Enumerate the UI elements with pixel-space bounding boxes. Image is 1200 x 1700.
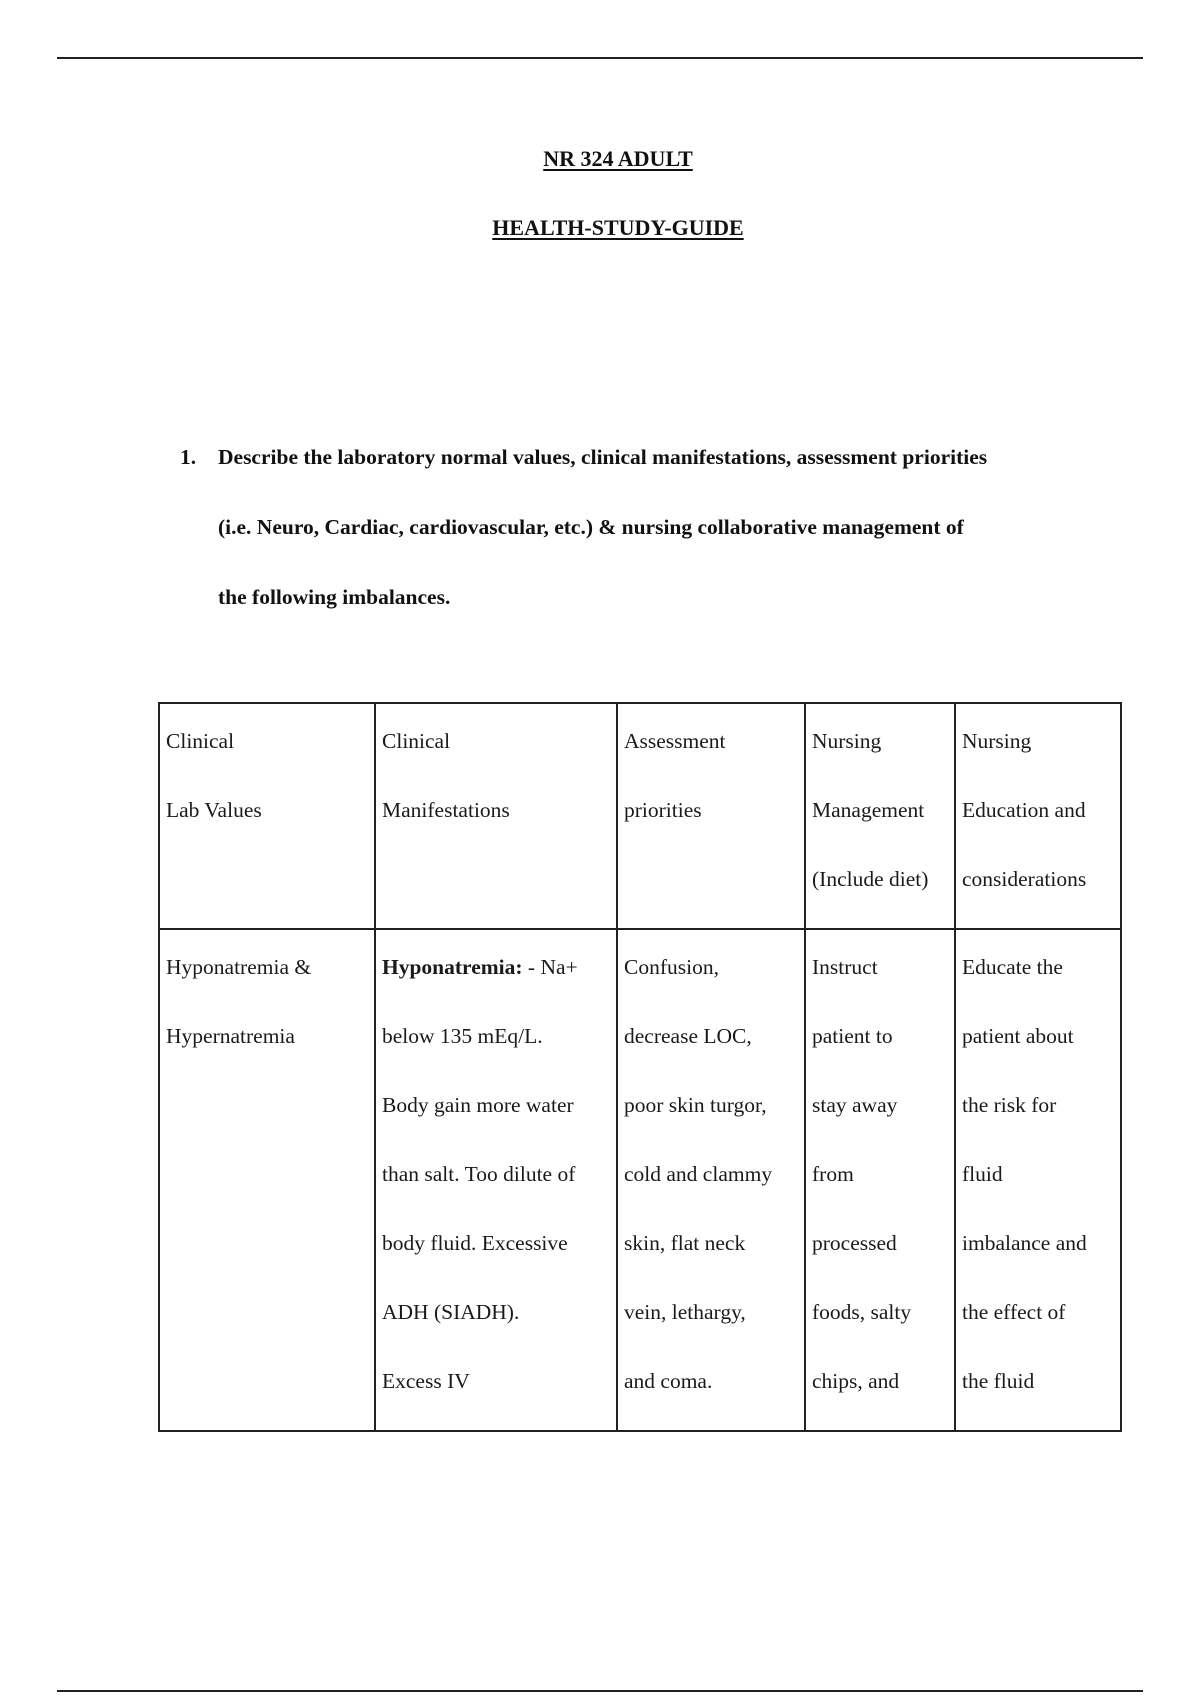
cell-assessment [617, 929, 805, 1431]
cell-line: ADH (SIADH). [382, 1300, 520, 1324]
question-block [180, 422, 1100, 632]
question-line: the following imbalances. [218, 585, 451, 609]
cell-line: body fluid. Excessive [382, 1231, 568, 1255]
header-line: Clinical [166, 729, 235, 753]
cell-line: foods, salty [812, 1300, 912, 1324]
cell-line: Educate the [962, 955, 1063, 979]
table-header-row [159, 703, 1121, 929]
cell-line: below 135 mEq/L. [382, 1024, 543, 1048]
cell-line-first [382, 933, 610, 1002]
cell-nursing-management [805, 929, 955, 1431]
header-line: Nursing [812, 729, 882, 753]
header-line: (Include diet) [812, 867, 929, 891]
imbalance-table [158, 702, 1122, 1432]
header-assessment-priorities [617, 703, 805, 929]
cell-line: from [812, 1162, 854, 1186]
question-line: Describe the laboratory normal values, clinical manifestations, assessment priorities [218, 445, 988, 469]
bold-term: Hyponatremia: [382, 955, 523, 979]
table-row [159, 929, 1121, 1431]
top-divider [57, 57, 1143, 59]
cell-line: than salt. Too dilute of [382, 1162, 576, 1186]
cell-line: patient to [812, 1024, 893, 1048]
header-line: Clinical [382, 729, 451, 753]
cell-line: poor skin turgor, [624, 1093, 767, 1117]
bottom-divider [57, 1690, 1143, 1692]
header-clinical-lab-values [159, 703, 375, 929]
question-line: (i.e. Neuro, Cardiac, cardiovascular, etc.) & nursing collaborative management of [218, 515, 964, 539]
header-line: Assessment [624, 729, 726, 753]
header-line: Education and [962, 798, 1086, 822]
header-clinical-manifestations [375, 703, 617, 929]
header-line: Manifestations [382, 798, 510, 822]
cell-line: vein, lethargy, [624, 1300, 746, 1324]
cell-line: Hypernatremia [166, 1024, 295, 1048]
cell-text: - Na+ [522, 955, 578, 979]
cell-line: Instruct [812, 955, 878, 979]
cell-line: skin, flat neck [624, 1231, 746, 1255]
cell-line: decrease LOC, [624, 1024, 752, 1048]
cell-line: Confusion, [624, 955, 719, 979]
cell-line: and coma. [624, 1369, 713, 1393]
cell-imbalance-name [159, 929, 375, 1431]
cell-line: imbalance and [962, 1231, 1087, 1255]
header-nursing-management [805, 703, 955, 929]
cell-line: the fluid [962, 1369, 1035, 1393]
header-line: considerations [962, 867, 1087, 891]
cell-line: processed [812, 1231, 897, 1255]
cell-line: cold and clammy [624, 1162, 773, 1186]
cell-line: patient about [962, 1024, 1074, 1048]
cell-line: stay away [812, 1093, 898, 1117]
cell-line: Body gain more water [382, 1093, 574, 1117]
header-line: Nursing [962, 729, 1032, 753]
document-subtitle: HEALTH-STUDY-GUIDE [492, 215, 744, 240]
cell-line: the risk for [962, 1093, 1057, 1117]
question-number: 1. [180, 445, 197, 469]
cell-line: fluid [962, 1162, 1003, 1186]
cell-line: the effect of [962, 1300, 1066, 1324]
header-nursing-education [955, 703, 1121, 929]
cell-line: Hyponatremia & [166, 955, 312, 979]
cell-line: Excess IV [382, 1369, 470, 1393]
cell-line: chips, and [812, 1369, 900, 1393]
header-line: Management [812, 798, 925, 822]
document-title: NR 324 ADULT [543, 146, 693, 171]
header-line: Lab Values [166, 798, 262, 822]
cell-manifestations [375, 929, 617, 1431]
header-line: priorities [624, 798, 702, 822]
cell-nursing-education [955, 929, 1121, 1431]
